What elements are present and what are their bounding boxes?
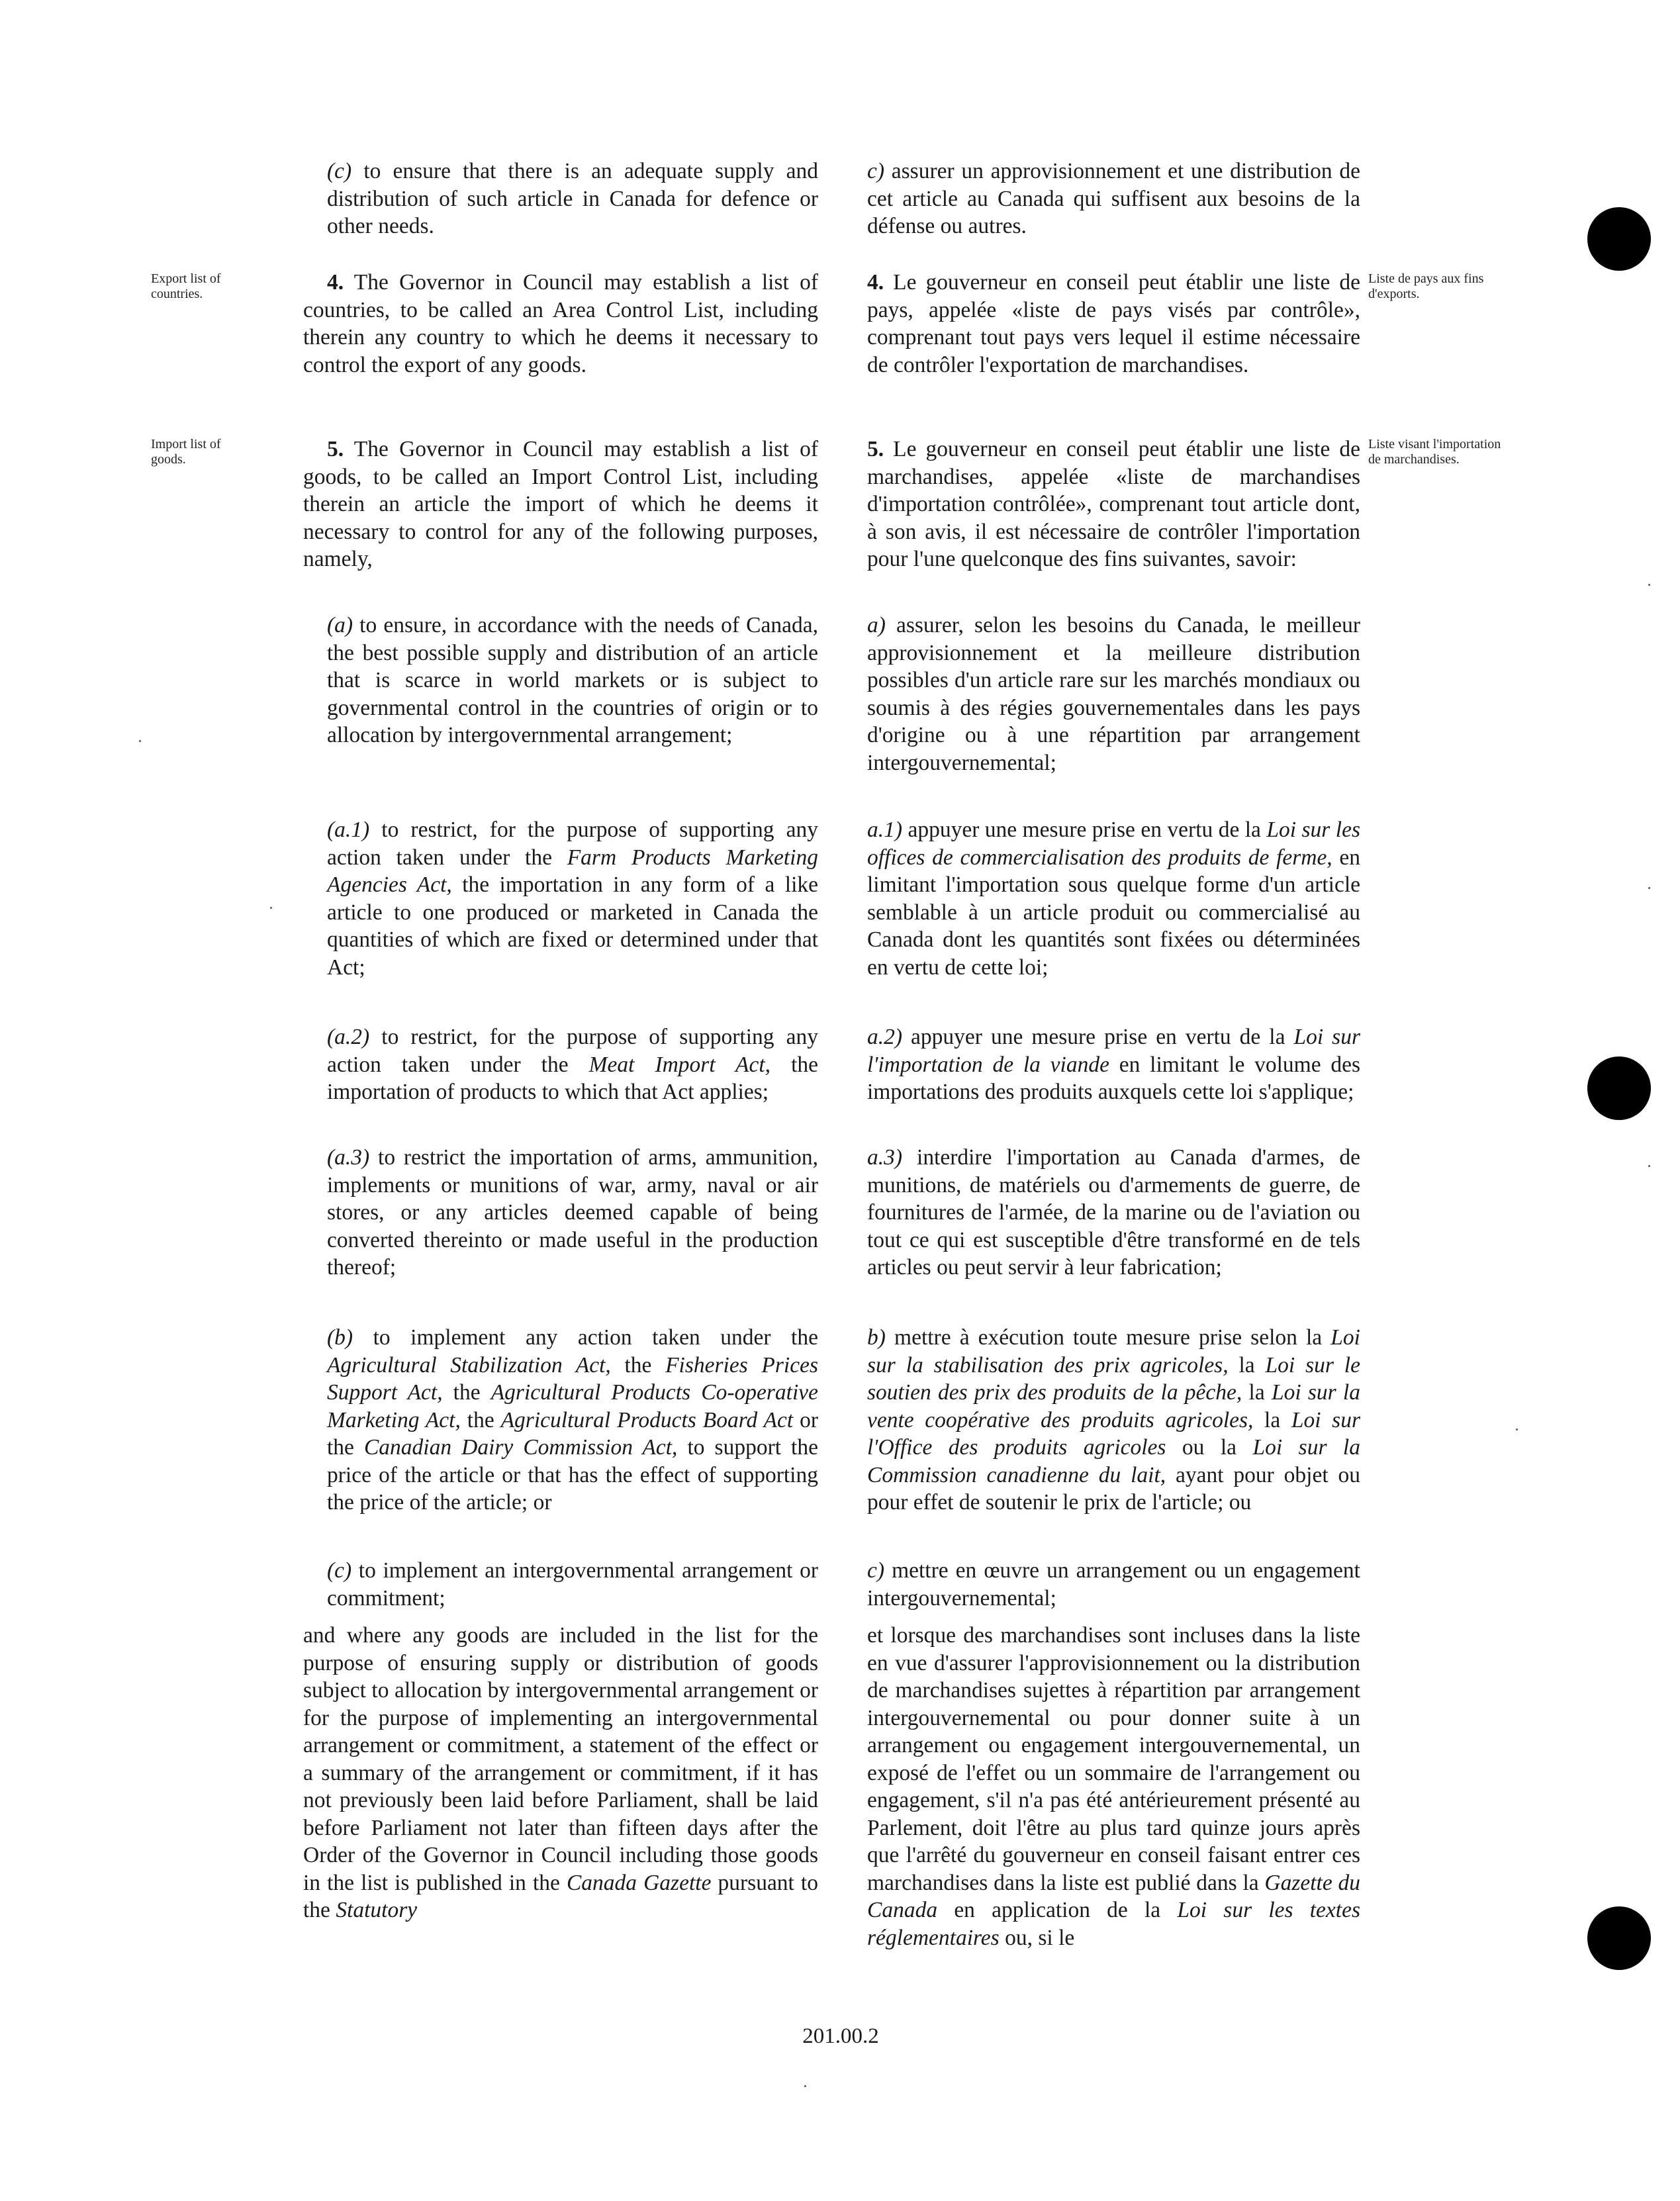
para-c-top-en: (c) to ensure that there is an adequate supply and distribution of such article in Canada for defence or other needs. [327, 159, 818, 238]
section-4-fr: 4. Le gouverneur en conseil peut établir une liste de pays, appelée «liste de pays visés par contrôle», comprenant tout pays vers lequel il estime nécessaire de contrôler l'exportation de marchandises. [867, 270, 1360, 377]
closing-paragraph-fr: et lorsque des marchandises sont incluses dans la liste en vue d'assurer l'approvisionnement ou la distribution de marchandises sujettes à répartition par arrangement intergouvernemental ou pour donner suite à un arrangement ou engagement intergouvernemental, un exposé de l'effet ou un sommaire de l'arrangement ou engagement, s'il n'a pas été antérieurement présenté au Parlement, doit l'être au plus tard quinze jours après que l'arrêté du gouverneur en conseil faisant entrer ces marchandises dans la liste est publié dans la Gazette du Canada en application de la Loi sur les textes réglementaires ou, si le [867, 1623, 1360, 1950]
section-4-en: 4. The Governor in Council may establish a list of countries, to be called an Area Control List, including therein any country to which he deems it necessary to control the export of any goods. [303, 270, 818, 377]
para-b-fr: b) mettre à exécution toute mesure prise selon la Loi sur la stabilisation des prix agricoles, la Loi sur le soutien des prix des produits de la pêche, la Loi sur la vente coopérative des produits agricoles, la Loi sur l'Office des produits agricoles ou la Loi sur la Commission canadienne du lait, ayant pour objet ou pour effet de soutenir le prix de l'article; ou [867, 1325, 1360, 1515]
para-a3-en: (a.3) to restrict the importation of arms, ammunition, implements or munitions of war, army, naval or air stores, or any articles deemed capable of being converted thereinto or made useful in the production thereof; [327, 1145, 818, 1280]
scan-speck [1648, 584, 1650, 586]
para-a2-fr: a.2) appuyer une mesure prise en vertu de la Loi sur l'importation de la viande en limitant le volume des importations des produits auxquels cette loi s'applique; [867, 1025, 1360, 1104]
scan-speck [804, 2085, 806, 2087]
para-a1-fr: a.1) appuyer une mesure prise en vertu de la Loi sur les offices de commercialisation des produits de ferme, en limitant l'importation sous quelque forme d'un article semblable à un article produit ou commercialisé au Canada dont les quantités sont fixées ou déterminées en vertu de cette loi; [867, 818, 1360, 980]
scan-speck [270, 907, 272, 909]
binder-hole-bottom [1587, 1906, 1651, 1970]
para-c-en: (c) to implement an intergovernmental arrangement or commitment; [327, 1558, 818, 1611]
margin-note-import-list-fr: Liste visant l'importation de marchandises. [1368, 437, 1501, 467]
para-b-en: (b) to implement any action taken under the Agricultural Stabilization Act, the Fisheries Prices Support Act, the Agricultural Products Co-operative Marketing Act, the Agricultural Products Board Act or the Canadian Dairy Commission Act, to support the price of the article or that has the effect of supporting the price of the article; or [327, 1325, 818, 1515]
scan-speck [1648, 1165, 1650, 1167]
scan-speck [139, 740, 141, 742]
binder-hole-middle [1587, 1056, 1651, 1120]
para-a3-fr: a.3) interdire l'importation au Canada d'armes, de munitions, de matériels ou d'armements de guerre, de fournitures de l'armée, de la marine ou de l'aviation ou tout ce qui est susceptible d'être transformé en de tels articles ou peut servir à leur fabrication; [867, 1145, 1360, 1280]
french-column [867, 158, 1360, 1998]
scan-speck [1648, 887, 1650, 889]
page-number: 201.00.2 [802, 2024, 879, 2048]
binder-hole-top [1587, 207, 1651, 271]
para-a-fr: a) assurer, selon les besoins du Canada, le meilleur approvisionnement et la meilleure distribution possibles d'un article rare sur les marchés mondiaux ou soumis à des régies gouvernementales dans les pays d'origine ou à une répartition par arrangement intergouvernemental; [867, 613, 1360, 775]
margin-note-export-list: Export list of countries. [151, 271, 221, 301]
para-a-en: (a) to ensure, in accordance with the needs of Canada, the best possible supply and distribution of an article that is scarce in world markets or is subject to governmental control in the countries of origin or to allocation by intergovernmental arrangement; [327, 613, 818, 747]
section-5-fr: 5. Le gouverneur en conseil peut établir une liste de marchandises, appelée «liste de marchandises d'importation contrôlée», comprenant tout article dont, à son avis, il est nécessaire de contrôler l'importation pour l'une quelconque des fins suivantes, savoir: [867, 437, 1360, 571]
para-a1-en: (a.1) to restrict, for the purpose of supporting any action taken under the Farm Products Marketing Agencies Act, the importation in any form of a like article to one produced or marketed in Canada the quantities of which are fixed or determined under that Act; [327, 818, 819, 980]
margin-note-import-list: Import list of goods. [151, 437, 221, 467]
english-column [303, 158, 818, 1998]
closing-paragraph-en: and where any goods are included in the list for the purpose of ensuring supply or distribution of goods subject to allocation by intergovernmental arrangement or for the purpose of implementing an intergovernmental arrangement or commitment, a statement of the effect or a summary of the arrangement or commitment, if it has not previously been laid before Parliament, shall be laid before Parliament not later than fifteen days after the Order of the Governor in Council including those goods in the list is published in the Canada Gazette pursuant to the Statutory [303, 1623, 818, 1922]
para-c-top-fr: c) assurer un approvisionnement et une distribution de cet article au Canada qui suffisent aux besoins de la défense ou autres. [867, 159, 1360, 238]
para-a2-en: (a.2) to restrict, for the purpose of supporting any action taken under the Meat Import Act, the importation of products to which that Act applies; [327, 1025, 818, 1104]
section-5-en: 5. The Governor in Council may establish a list of goods, to be called an Import Control List, including therein an article the import of which he deems it necessary to control for any of the following purposes, namely, [303, 437, 818, 571]
scan-speck [1516, 1428, 1518, 1430]
para-c-fr: c) mettre en œuvre un arrangement ou un engagement intergouvernemental; [867, 1558, 1360, 1611]
margin-note-export-list-fr: Liste de pays aux fins d'exports. [1368, 271, 1484, 301]
